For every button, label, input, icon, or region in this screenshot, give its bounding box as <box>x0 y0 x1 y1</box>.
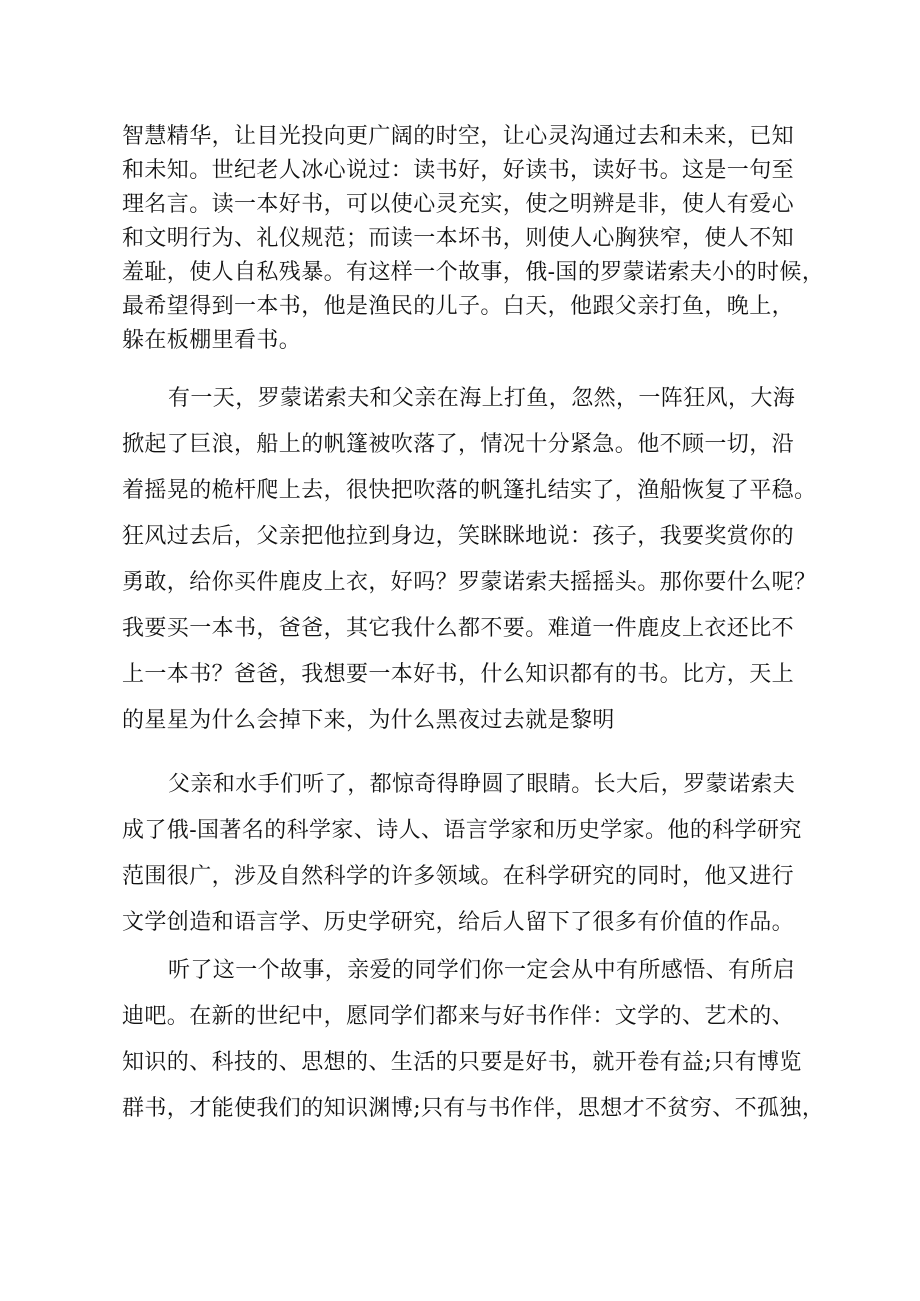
paragraph-3 <box>122 762 822 946</box>
text-line: 和文明行为、礼仪规范；而读一本坏书，则使人心胸狭窄，使人不知 <box>122 226 795 251</box>
text-line: 着摇晃的桅杆爬上去，很快把吹落的帆篷扎结实了，渔船恢复了平稳。 <box>122 478 817 503</box>
text-line: 有一天，罗蒙诺索夫和父亲在海上打鱼，忽然，一阵狂风，大海 <box>168 386 796 411</box>
text-line: 羞耻，使人自私残暴。有这样一个故事，俄-国的罗蒙诺索夫小的时候， <box>122 260 825 285</box>
text-line: 躲在板棚里看书。 <box>122 328 302 353</box>
text-line: 和未知。世纪老人冰心说过：读书好，好读书，读好书。这是一句至 <box>122 158 795 183</box>
text-line: 文学创造和语言学、历史学研究，给后人留下了很多有价值的作品。 <box>122 910 795 935</box>
text-line: 迪吧。在新的世纪中，愿同学们都来与好书作伴：文学的、艺术的、 <box>122 1004 795 1029</box>
text-line: 群书，才能使我们的知识渊博;只有与书作伴，思想才不贫穷、不孤独， <box>122 1096 825 1121</box>
text-line: 掀起了巨浪，船上的帆篷被吹落了，情况十分紧急。他不顾一切，沿 <box>122 432 795 457</box>
text-line: 勇敢，给你买件鹿皮上衣，好吗？罗蒙诺索夫摇摇头。那你要什么呢？ <box>122 570 817 595</box>
text-line: 成了俄-国著名的科学家、诗人、语言学家和历史学家。他的科学研究 <box>122 818 802 843</box>
text-line: 我要买一本书，爸爸，其它我什么都不要。难道一件鹿皮上衣还比不 <box>122 616 795 641</box>
text-line: 狂风过去后，父亲把他拉到身边，笑眯眯地说：孩子，我要奖赏你的 <box>122 524 795 549</box>
text-line: 理名言。读一本好书，可以使心灵充实，使之明辨是非，使人有爱心 <box>122 192 795 217</box>
text-line: 范围很广，涉及自然科学的许多领域。在科学研究的同时，他又进行 <box>122 864 795 889</box>
text-line: 智慧精华，让目光投向更广阔的时空，让心灵沟通过去和未来，已知 <box>122 124 795 149</box>
text-line: 父亲和水手们听了，都惊奇得睁圆了眼睛。长大后，罗蒙诺索夫 <box>168 772 796 797</box>
paragraph-1 <box>122 120 825 358</box>
text-line: 最希望得到一本书，他是渔民的儿子。白天，他跟父亲打鱼，晚上， <box>122 294 795 319</box>
paragraph-2 <box>122 376 822 744</box>
text-line: 的星星为什么会掉下来，为什么黑夜过去就是黎明 <box>122 708 615 733</box>
paragraph-4 <box>122 948 825 1132</box>
text-line: 上一本书？爸爸，我想要一本好书，什么知识都有的书。比方，天上 <box>122 662 795 687</box>
text-line: 听了这一个故事，亲爱的同学们你一定会从中有所感悟、有所启 <box>168 958 796 983</box>
text-line: 知识的、科技的、思想的、生活的只要是好书，就开卷有益;只有博览 <box>122 1050 802 1075</box>
